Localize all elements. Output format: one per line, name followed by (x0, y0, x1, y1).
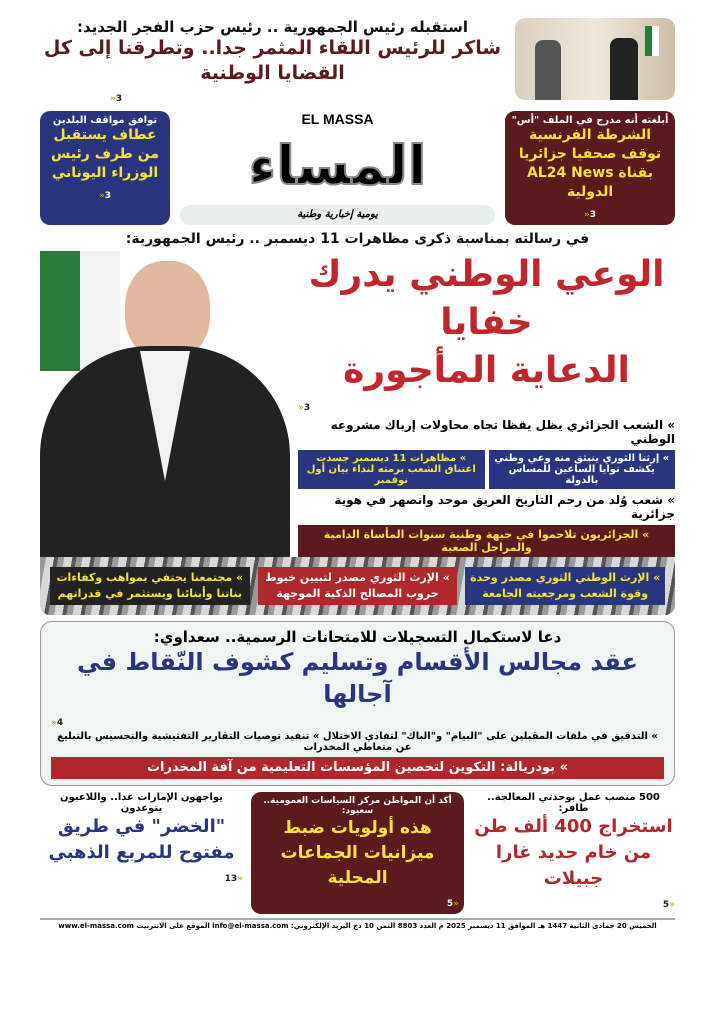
education-story-box[interactable] (40, 621, 675, 786)
bottom-kicker: أكد أن المواطن مركز السياسات العمومية.. سعيود: (263, 796, 452, 816)
top-story-page-ref[interactable]: »3 (110, 94, 123, 104)
main-bullet-banner: » الجزائريون تلاحموا في جبهة وطنية سنوات المأساة الدامية والمراحل الصعبة (298, 525, 675, 557)
education-kicker: دعا لاستكمال التسجيلات للامتحانات الرسمية.. سعداوي: (153, 628, 562, 646)
left-box-page-ref[interactable]: »3 (98, 191, 112, 201)
right-box-kicker: أبلغته أنه مدرج في الملف "أس" (511, 115, 669, 126)
footer-info: الخميس 20 جمادى الثانية 1447 هـ الموافق 11 ديسمبر 2025 م العدد 8803 الثمن 10 دج البريد الإلكتروني: info@el-massa.com الموقع على الانترنيت www.el-massa.com (58, 922, 657, 930)
bottom-center-box[interactable] (251, 792, 464, 914)
education-bullet: » التدقيق في ملفات المقبلين على "البيام" و"الباك" لتفادي الاختلال » تنفيذ توصيات التقارير التفتيشية والتحسيس بالتبليغ عن متعاطي المخدرات (57, 731, 658, 753)
main-headline-line1[interactable]: الوعي الوطني يدرك خفايا (308, 254, 665, 343)
bottom-page-ref[interactable]: 13» (224, 874, 243, 884)
overlay-quote: » مجتمعنا يحتفي بمواهب وكفاءات بناتنا وأبنائنا ويستثمر في قدراتهم (50, 567, 250, 605)
left-box-kicker: توافق مواقف البلدين (52, 115, 158, 126)
main-bullet: » شعب وُلد من رحم التاريخ العريق موحد وانصهر في هوية جزائرية (334, 493, 675, 521)
masthead-latin: EL MASSA (301, 111, 374, 127)
crowd-photo (40, 557, 675, 615)
left-box-headline: عطاف يستقبل من طرف رئيس الوزراء اليوناني (51, 127, 159, 181)
footer-divider (40, 918, 675, 920)
main-bullet-box: » مظاهرات 11 ديسمبر جسدت اعتناق الشعب برمته لنداء بيان أول نوفمبر (298, 450, 485, 489)
education-banner: » بودريالة: التكوين لتحصين المؤسسات التعليمية من آفة المخدرات (51, 757, 664, 779)
main-headline-line2[interactable]: الدعاية المأجورة (343, 350, 630, 391)
bottom-kicker: يواجهون الإمارات غدا.. واللاعبون يتوعدون (60, 792, 223, 814)
top-story-photo (515, 18, 675, 100)
education-headline[interactable]: عقد مجالس الأقسام وتسليم كشوف النّقاط في آجالها (77, 648, 638, 708)
right-news-box[interactable] (505, 111, 675, 225)
right-box-page-ref[interactable]: »3 (583, 210, 597, 220)
education-page-ref[interactable]: »4 (51, 718, 64, 728)
main-story-kicker: في رسالته بمناسبة ذكرى مظاهرات 11 ديسمبر .. رئيس الجمهورية: (125, 231, 590, 247)
main-page-ref[interactable]: »3 (298, 403, 311, 413)
overlay-quote-box: » الإرث الثوري مصدر لتبيين خيوط حروب المصالح الذكية الموجهة (258, 567, 458, 605)
masthead-tagline: يومية إخبارية وطنية (180, 205, 495, 225)
top-story-kicker: استقبله رئيس الجمهورية .. رئيس حزب الفجر الجديد: (76, 18, 469, 36)
bottom-page-ref[interactable]: 5» (662, 900, 675, 910)
masthead-logo: المساء (248, 134, 427, 197)
bottom-page-ref[interactable]: 5» (446, 899, 459, 909)
masthead (180, 111, 495, 225)
president-photo (40, 251, 290, 557)
main-bullet: » الشعب الجزائري يظل يقظا تجاه محاولات إرباك مشروعه الوطني (330, 418, 675, 446)
bottom-headline[interactable]: "الخضر" في طريق مفتوح للمربع الذهبي (48, 816, 235, 863)
top-story-headline[interactable]: شاكر للرئيس اللقاء المثمر جدا.. وتطرقنا إلى كل القضايا الوطنية (43, 37, 502, 84)
bottom-headline[interactable]: استخراج 400 ألف طن من خام حديد غارا جبيلات (474, 816, 673, 889)
bottom-kicker: 500 منصب عمل بوحدتي المعالجة.. طافر: (487, 792, 660, 814)
left-news-box[interactable] (40, 111, 170, 225)
right-box-headline: الشرطة الفرنسية توقف صحفيا جزائريا بقناة AL24 News الدولية (518, 127, 662, 200)
overlay-quote-box: » الإرث الوطني الثوري مصدر وحدة وقوة الشعب ومرجعيته الجامعة (465, 567, 665, 605)
main-bullet-box: » إرثنا الثوري ينبثق منه وعي وطني يكشف نوايا الساعين للمساس بالدولة (489, 450, 676, 489)
bottom-headline[interactable]: هذه أولويات ضبط ميزانيات الجماعات المحلية (280, 818, 435, 888)
